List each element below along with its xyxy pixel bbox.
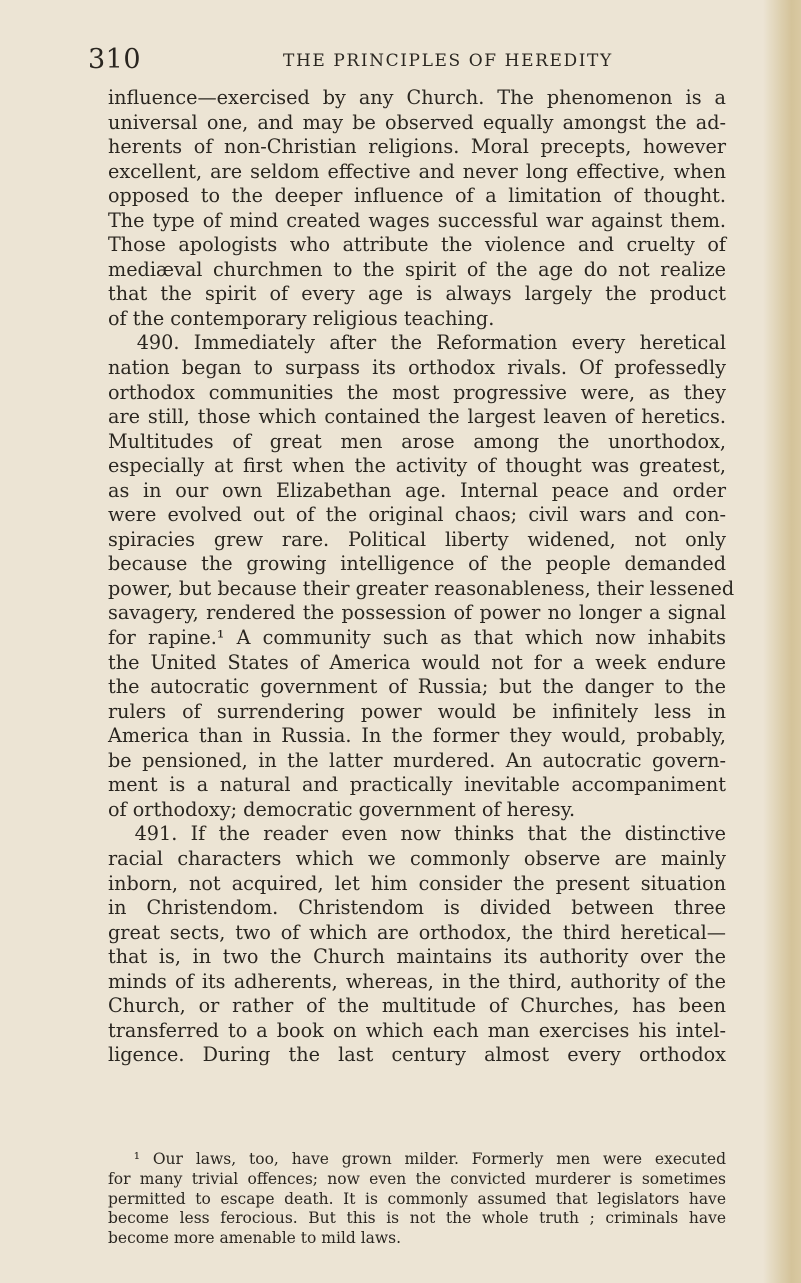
text-line: universal one, and may be observed equally amongst the ad- [108,110,726,134]
text-line: for rapine.¹ A community such as that which now inhabits [108,626,726,650]
text-line: herents of non-Christian religions. Moral precepts, however [108,135,726,159]
text-line: America than in Russia. In the former they would, probably, [108,724,726,748]
text-line: influence—exercised by any Church. The phenomenon is a [108,86,726,109]
text-line: 491. If the reader even now thinks that the distinctive [108,822,726,846]
text-line: especially at first when the activity of thought was greatest, [108,454,726,478]
text-line: ligence. During the last century almost every orthodox [108,1043,726,1067]
text-line: of orthodoxy; democratic government of heresy. [108,797,576,821]
footnote-line: ¹ Our laws, too, have grown milder. Formerly men were executed [108,1150,726,1168]
footnote-line: for many trivial offences; now even the convicted murderer is sometimes [108,1169,726,1188]
page-number: 310 [88,44,142,75]
text-line: opposed to the deeper influence of a limitation of thought. [108,184,726,208]
body-text [108,86,735,1068]
page-edge-shadow [763,0,801,1283]
text-line: be pensioned, in the latter murdered. An autocratic govern- [108,748,726,772]
text-line: orthodox communities the most progressive were, as they [108,380,726,404]
text-line: because the growing intelligence of the people demanded [108,552,726,576]
page-header [88,42,728,76]
footnote-line: permitted to escape death. It is commonly assumed that legislators have [108,1189,726,1208]
text-line: great sects, two of which are orthodox, the third heretical— [108,920,726,944]
text-line: The type of mind created wages successful war against them. [108,208,726,232]
text-line: rulers of surrendering power would be infinitely less in [108,699,726,723]
text-line: in Christendom. Christendom is divided between three [108,896,726,920]
text-line: savagery, rendered the possession of power no longer a signal [108,601,726,625]
text-line: Church, or rather of the multitude of Churches, has been [108,994,726,1018]
text-line: 490. Immediately after the Reformation every heretical [108,331,726,355]
text-line: nation began to surpass its orthodox rivals. Of professedly [108,356,726,380]
text-line: that the spirit of every age is always largely the product [108,282,726,306]
running-title: THE PRINCIPLES OF HEREDITY [283,51,613,71]
text-line: inborn, not acquired, let him consider the present situation [108,871,726,895]
text-line: excellent, are seldom effective and never long effective, when [108,159,726,183]
text-line: of the contemporary religious teaching. [108,306,495,330]
footnote-line: become more amenable to mild laws. [108,1229,402,1248]
text-line: Multitudes of great men arose among the unorthodox, [108,429,726,453]
footnote-line: become less ferocious. But this is not the whole truth ; criminals have [108,1209,726,1228]
text-line: the United States of America would not for a week endure [108,650,726,674]
text-line: were evolved out of the original chaos; civil wars and con- [108,503,726,527]
text-line: transferred to a book on which each man exercises his intel- [108,1018,726,1042]
text-line: are still, those which contained the largest leaven of heretics. [108,405,726,429]
text-line: minds of its adherents, whereas, in the third, authority of the [108,969,726,993]
text-line: power, but because their greater reasonableness, their lessened [108,576,735,600]
text-line: Those apologists who attribute the violence and cruelty of [108,233,726,257]
text-line: spiracies grew rare. Political liberty widened, not only [108,527,726,551]
text-line: as in our own Elizabethan age. Internal peace and order [108,478,726,502]
text-line: racial characters which we commonly observe are mainly [108,846,726,870]
text-line: the autocratic government of Russia; but the danger to the [108,675,726,699]
footnotes [108,1150,726,1249]
text-line: ment is a natural and practically inevitable accompaniment [108,773,726,797]
text-line: mediæval churchmen to the spirit of the age do not realize [108,257,726,281]
text-line: that is, in two the Church maintains its authority over the [108,945,726,969]
